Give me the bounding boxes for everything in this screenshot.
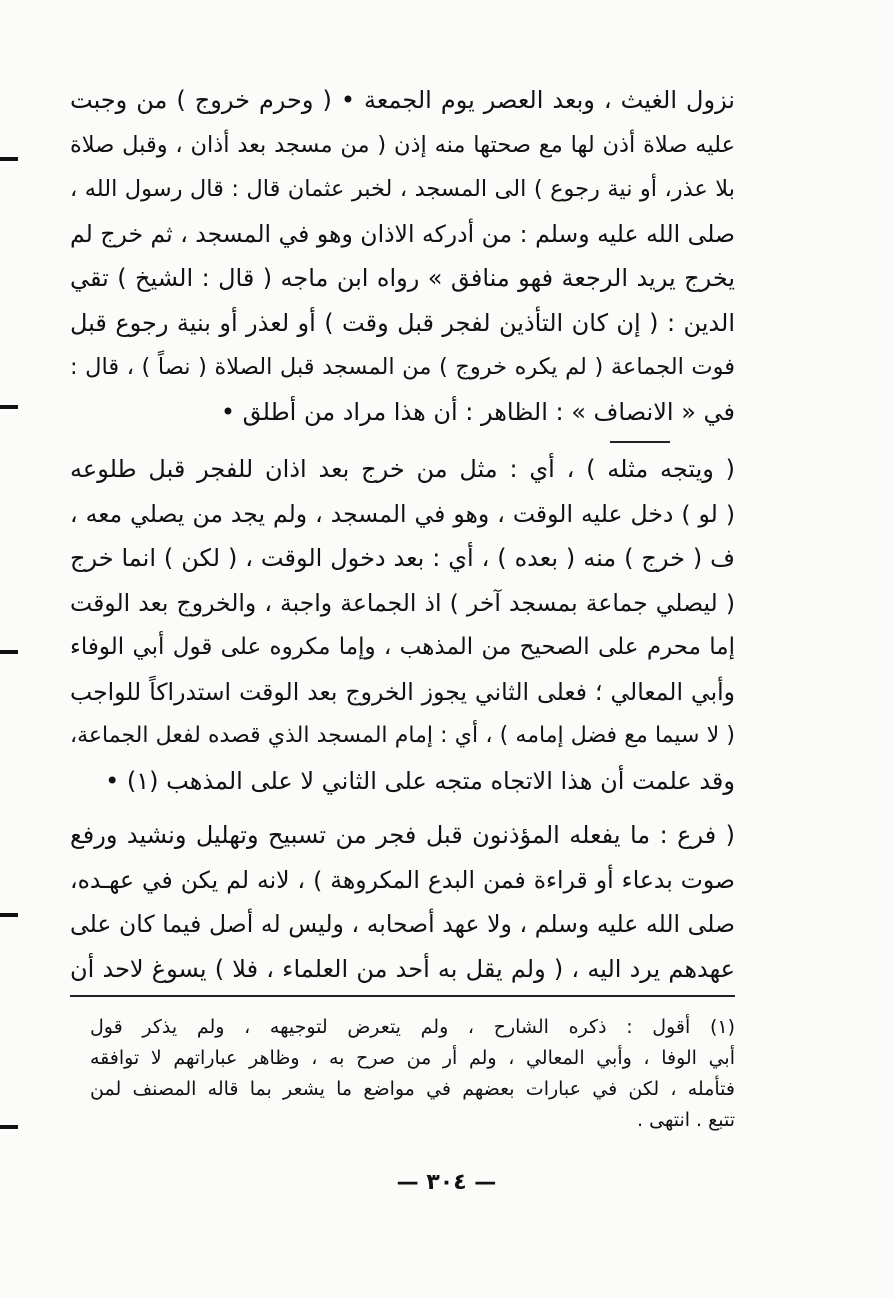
footnote-line: تتبع . انتهى . bbox=[637, 1109, 735, 1131]
text-line: صلى الله عليه وسلم ، ولا عهد أصحابه ، وليس له أصل فيما كان على bbox=[70, 910, 735, 938]
text-line: عليه صلاة أذن لها مع صحتها منه إذن ( من مسجد بعد أذان ، وقبل صلاة bbox=[70, 131, 735, 158]
text-line: صلى الله عليه وسلم : من أدركه الاذان وهو في المسجد ، ثم خرج لم bbox=[70, 219, 735, 248]
text-line: وأبي المعالي ؛ فعلى الثاني يجوز الخروج بعد الوقت استدراكاً للواجب bbox=[70, 677, 735, 706]
text-line: ( لو ) دخل عليه الوقت ، وهو في المسجد ، ولم يجد من يصلي معه ، bbox=[70, 499, 735, 528]
text-line: ف ( خرج ) منه ( بعده ) ، أي : بعد دخول الوقت ، ( لكن ) انما خرج bbox=[70, 544, 735, 572]
text-line: يخرج يريد الرجعة فهو منافق » رواه ابن ماجه ( قال : الشيخ ) تقي bbox=[70, 264, 735, 292]
footnote-line: فتأمله ، لكن في عبارات بعضهم في مواضع ما يشعر بما قاله المصنف لمن bbox=[90, 1078, 735, 1100]
footnote-separator bbox=[70, 995, 735, 997]
text-line: نزول الغيث ، وبعد العصر يوم الجمعة • ( وحرم خروج ) من وجبت bbox=[70, 86, 735, 114]
text-line: وقد علمت أن هذا الاتجاه متجه على الثاني لا على المذهب (١) • bbox=[105, 766, 735, 795]
text-line: ( ويتجه مثله ) ، أي : مثل من خرج بعد اذان للفجر قبل طلوعه bbox=[70, 455, 735, 483]
text-line: ( فرع : ما يفعله المؤذنون قبل فجر من تسبيح وتهليل ونشيد ورفع bbox=[70, 821, 735, 849]
scan-edge-mark bbox=[0, 157, 18, 161]
paragraph-3 bbox=[70, 813, 735, 991]
scan-edge-mark bbox=[0, 913, 18, 917]
text-line: بلا عذر، أو نية رجوع ) الى المسجد ، لخبر عثمان قال : قال رسول الله ، bbox=[70, 176, 735, 202]
text-line: الدين : ( إن كان التأذين لفجر قبل وقت ) أو لعذر أو بنية رجوع قبل bbox=[70, 308, 735, 337]
footnote-line: (١) أقول : ذكره الشارح ، ولم يتعرض لتوجيهه ، ولم يذكر قول bbox=[90, 1016, 735, 1038]
scan-edge-mark bbox=[0, 405, 18, 409]
scan-edge-mark bbox=[0, 1125, 18, 1129]
scan-edge-mark bbox=[0, 650, 18, 654]
paragraph-2 bbox=[70, 447, 735, 803]
text-line: إما محرم على الصحيح من المذهب ، وإما مكروه على قول أبي الوفاء bbox=[70, 634, 735, 660]
text-line: ( لا سيما مع فضل إمامه ) ، أي : إمام المسجد الذي قصده لفعل الجماعة، bbox=[70, 723, 735, 748]
text-line: في « الانصاف » : الظاهر : أن هذا مراد من أطلق • bbox=[220, 397, 735, 426]
page-number: — ٣٠٤ — bbox=[396, 1170, 497, 1195]
section-divider bbox=[610, 441, 670, 443]
text-line: فوت الجماعة ( لم يكره خروج ) من المسجد قبل الصلاة ( نصاً ) ، قال : bbox=[70, 354, 735, 380]
text-line: عهدهم يرد اليه ، ( ولم يقل به أحد من العلماء ، فلا ) يسوغ لاحد أن bbox=[70, 954, 735, 983]
paragraph-1 bbox=[70, 78, 735, 434]
text-line: ( ليصلي جماعة بمسجد آخر ) اذ الجماعة واجبة ، والخروج بعد الوقت bbox=[70, 588, 735, 617]
footnote bbox=[90, 1012, 735, 1136]
footnote-line: أبي الوفا ، وأبي المعالي ، ولم أر من صرح به ، وظاهر عباراتهم لا توافقه bbox=[90, 1047, 735, 1069]
text-line: صوت بدعاء أو قراءة فمن البدع المكروهة ) ، لانه لم يكن في عهـده، bbox=[70, 865, 735, 894]
